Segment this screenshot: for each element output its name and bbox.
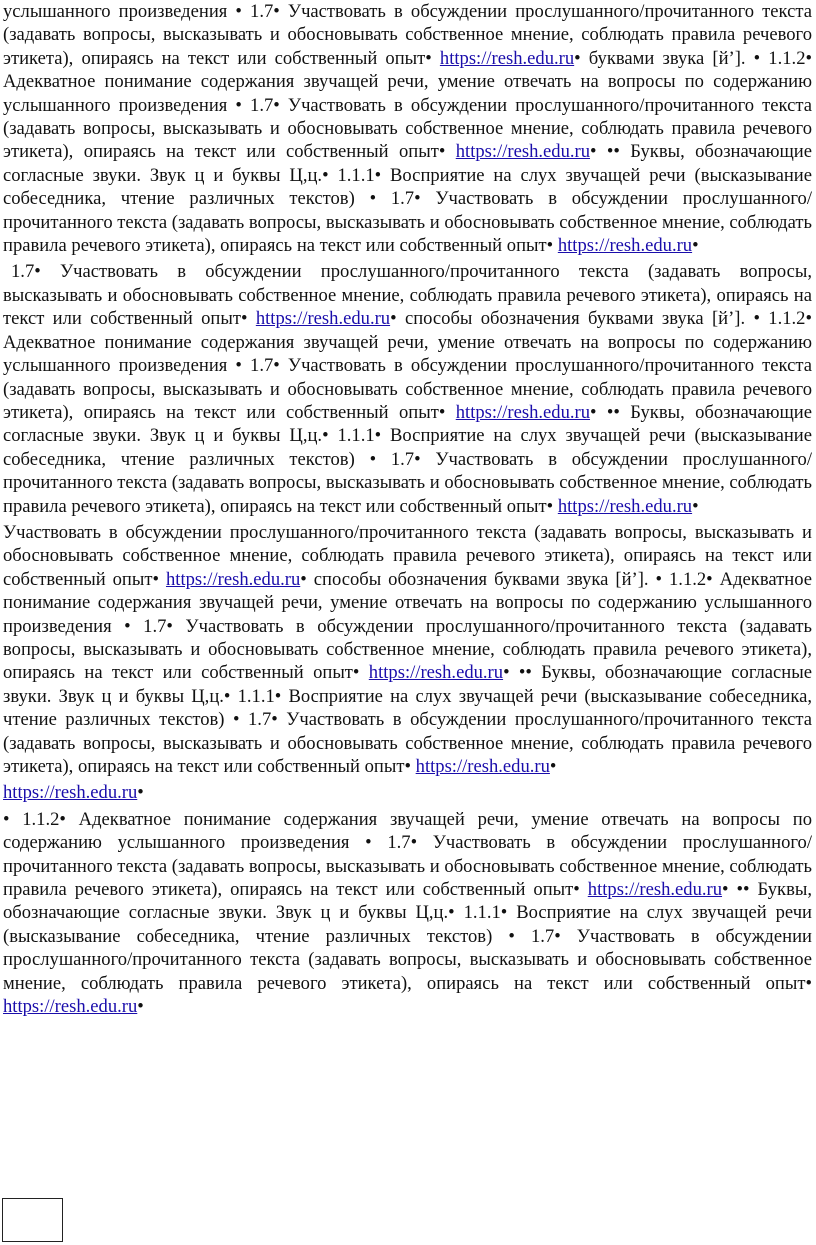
resh-link[interactable]: https://resh.edu.ru [557,495,693,517]
empty-box [2,1198,63,1242]
paragraph-text: • [692,495,699,517]
resh-link[interactable]: https://resh.edu.ru [455,401,591,423]
resh-link[interactable]: https://resh.edu.ru [439,47,575,69]
resh-link[interactable]: https://resh.edu.ru [3,996,138,1018]
paragraph-text: • [549,756,557,777]
paragraph-text: • [692,235,699,257]
paragraph-text: 1.7• Участвовать в обсуждении прослушанного/прочитанного текста (задавать вопросы, высказывать и обосновывать собственное мнение, соблюдать правила речевого этикета), опираясь на текст или собственный опыт• [3,261,812,330]
resh-link[interactable]: https://resh.edu.ru [3,782,138,804]
document-body [3,0,812,1018]
resh-link[interactable]: https://resh.edu.ru [415,756,550,777]
paragraph-text: • •• Буквы, обозначающие согласные звуки. Звук ц и буквы Ц,ц.• 1.1.1• Восприятие на слух звучащей речи (высказывание собеседника, чтение различных текстов) • 1.7• Участвовать в обсуждении прослушанного/прочитанного текста (задавать вопросы, высказывать и обосновывать собственное мнение, соблюдать правила речевого этикета), опираясь на текст или собственный опыт• [3,662,812,777]
paragraph [3,808,812,1019]
paragraph-text: • [137,782,144,804]
paragraph-text: Участвовать в обсуждении прослушанного/прочитанного текста (задавать вопросы, высказывать и обосновывать собственное мнение, соблюдать правила речевого этикета), опираясь на текст или собственный опыт• [3,521,812,590]
paragraph [3,260,812,517]
paragraph-text: услышанного произведения • 1.7• Участвовать в обсуждении прослушанного/прочитанного текста (задавать вопросы, высказывать и обосновывать собственное мнение, соблюдать правила речевого этикета), опираясь на текст или собственный опыт• [3,1,812,69]
paragraph-text: • 1.1.2• Адекватное понимание содержания звучащей речи, умение отвечать на вопросы по содержанию услышанного произведения • 1.7• Участвовать в обсуждении прослушанного/прочитанного текста (задавать вопросы, высказывать и обосновывать собственное мнение, соблюдать правила речевого этикета), опираясь на текст или собственный опыт• [3,808,812,901]
paragraph [3,781,812,804]
paragraph [3,521,812,778]
paragraph-text: • •• Буквы, обозначающие согласные звуки. Звук ц и буквы Ц,ц.• 1.1.1• Восприятие на слух звучащей речи (высказывание собеседника, чтение различных текстов) • 1.7• Участвовать в обсуждении прослушанного/прочитанного текста (задавать вопросы, высказывать и обосновывать собственное мнение, соблюдать правила речевого этикета), опираясь на текст или собственный опыт• [3,879,812,994]
resh-link[interactable]: https://resh.edu.ru [165,568,301,590]
resh-link[interactable]: https://resh.edu.ru [557,235,693,257]
paragraph [3,0,812,257]
resh-link[interactable]: https://resh.edu.ru [368,662,504,684]
resh-link[interactable]: https://resh.edu.ru [587,879,723,901]
paragraph-text: • •• Буквы, обозначающие согласные звуки. Звук ц и буквы Ц,ц.• 1.1.1• Восприятие на слух звучащей речи (высказывание собеседника, чтение различных текстов) • 1.7• Участвовать в обсуждении прослушанного/прочитанного текста (задавать вопросы, высказывать и обосновывать собственное мнение, соблюдать правила речевого этикета), опираясь на текст или собственный опыт• [3,401,813,517]
resh-link[interactable]: https://resh.edu.ru [455,141,591,163]
paragraph-text: • способы обозначения буквами звука [й’]. • 1.1.2• Адекватное понимание содержания звучащей речи, умение отвечать на вопросы по содержанию услышанного произведения • 1.7• Участвовать в обсуждении прослушанного/прочитанного текста (задавать вопросы, высказывать и обосновывать собственное мнение, соблюдать правила речевого этикета), опираясь на текст или собственный опыт• [3,308,812,423]
paragraph-text: • буквами звука [й’]. • 1.1.2• Адекватное понимание содержания звучащей речи, умение отвечать на вопросы по содержанию услышанного произведения • 1.7• Участвовать в обсуждении прослушанного/прочитанного текста (задавать вопросы, высказывать и обосновывать собственное мнение, соблюдать правила речевого этикета), опираясь на текст или собственный опыт• [3,47,812,163]
paragraph-text: • [137,996,144,1018]
paragraph-text: • способы обозначения буквами звука [й’]. • 1.1.2• Адекватное понимание содержания звучащей речи, умение отвечать на вопросы по содержанию услышанного произведения • 1.7• Участвовать в обсуждении прослушанного/прочитанного текста (задавать вопросы, высказывать и обосновывать собственное мнение, соблюдать правила речевого этикета), опираясь на текст или собственный опыт• [3,568,812,684]
paragraph-text: • •• Буквы, обозначающие согласные звуки. Звук ц и буквы Ц,ц.• 1.1.1• Восприятие на слух звучащей речи (высказывание собеседника, чтение различных текстов) • 1.7• Участвовать в обсуждении прослушанного/прочитанного текста (задавать вопросы, высказывать и обосновывать собственное мнение, соблюдать правила речевого этикета), опираясь на текст или собственный опыт• [3,141,813,257]
resh-link[interactable]: https://resh.edu.ru [255,308,391,330]
